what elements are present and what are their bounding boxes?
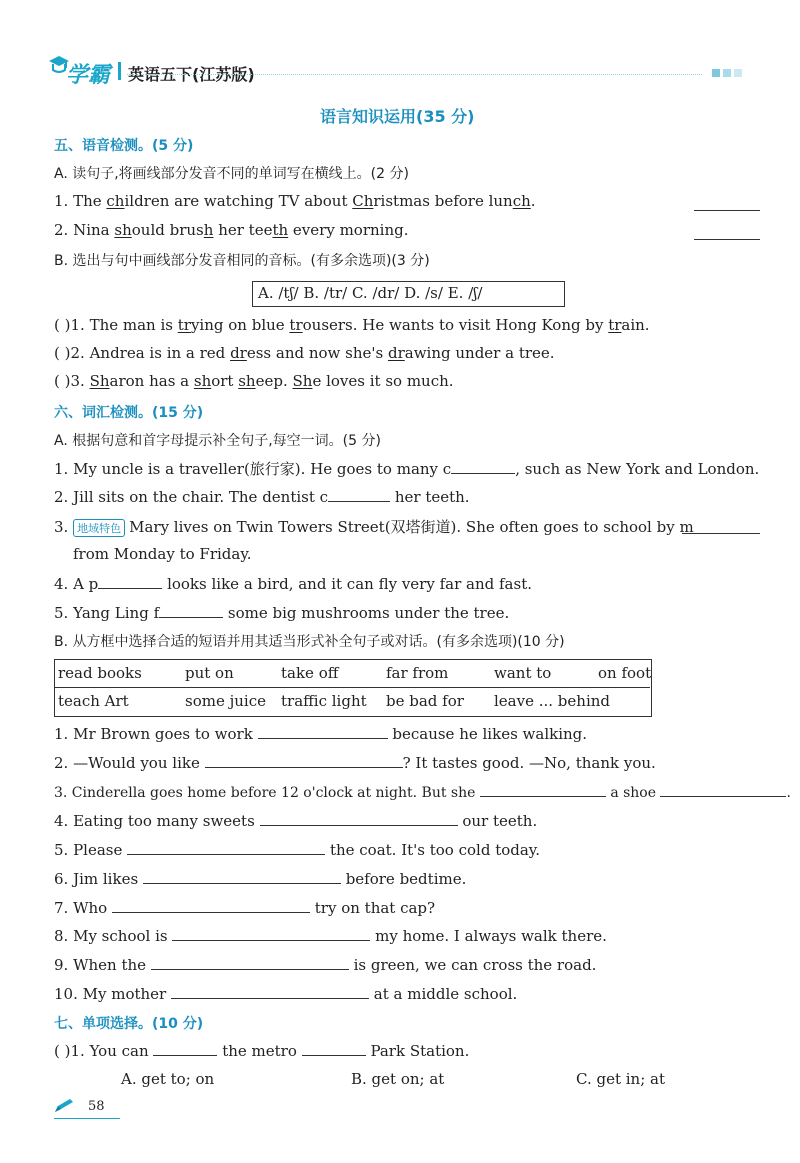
phrase-2: put on xyxy=(185,664,234,682)
sec5-b-q3: ( )3. Sharon has a short sheep. She loves it so much. xyxy=(54,372,454,390)
logo-text: 学霸 xyxy=(66,63,111,88)
blank[interactable] xyxy=(171,984,369,999)
header-divider xyxy=(118,62,121,80)
sec6-a-q4: 4. A p looks like a bird, and it can fly very far and fast. xyxy=(54,575,532,593)
phrase-1: read books xyxy=(58,664,142,682)
sec7-q1: ( )1. You can the metro Park Station. xyxy=(54,1042,470,1060)
phrase-10: be bad for xyxy=(386,692,464,710)
sec6-a-q3: 3. 地域特色 Mary lives on Twin Towers Street(双塔街道). She often goes to school by m xyxy=(54,518,694,536)
sec6-b-q9: 9. When the is green, we can cross the road. xyxy=(54,956,597,974)
answer-bracket[interactable]: ( ) xyxy=(54,344,71,362)
sec6-b-q1: 1. Mr Brown goes to work because he likes walking. xyxy=(54,725,588,743)
header-square-3 xyxy=(734,69,742,77)
phrase-9: traffic light xyxy=(281,692,367,710)
sec6-partA-instruction: A. 根据句意和首字母提示补全句子,每空一词。(5 分) xyxy=(54,433,381,449)
blank[interactable] xyxy=(302,1041,366,1056)
sec6-a-q2: 2. Jill sits on the chair. The dentist c her teeth. xyxy=(54,488,470,506)
sec5-q2-answer-line[interactable] xyxy=(694,239,760,240)
phrase-4: far from xyxy=(386,664,449,682)
blank[interactable] xyxy=(172,926,370,941)
blank[interactable] xyxy=(451,459,515,474)
sec5-q1: 1. The children are watching TV about Christmas before lunch. xyxy=(54,192,536,210)
sec6-a-q3-cont: from Monday to Friday. xyxy=(73,545,252,563)
footer-rule xyxy=(54,1118,120,1119)
blank[interactable] xyxy=(258,724,388,739)
blank[interactable] xyxy=(260,811,458,826)
sec6-partB-instruction: B. 从方框中选择合适的短语并用其适当形式补全句子或对话。(有多余选项)(10 分) xyxy=(54,634,565,650)
sec6-a-q1: 1. My uncle is a traveller(旅行家). He goes to many c , such as New York and London. xyxy=(54,460,760,478)
header-square-1 xyxy=(712,69,720,77)
sec6-a-q3-blank[interactable] xyxy=(682,533,760,534)
sec6-b-q8: 8. My school is my home. I always walk there. xyxy=(54,927,607,945)
sec7-q1-option-c[interactable]: C. get in; at xyxy=(576,1070,666,1088)
blank[interactable] xyxy=(660,782,786,797)
sec5-b-q2: ( )2. Andrea is in a red dress and now she's drawing under a tree. xyxy=(54,344,555,362)
header-square-2 xyxy=(723,69,731,77)
phrase-box-divider xyxy=(54,687,650,688)
sec6-a-q5: 5. Yang Ling f some big mushrooms under the tree. xyxy=(54,604,510,622)
phrase-7: teach Art xyxy=(58,692,129,710)
blank[interactable] xyxy=(112,898,310,913)
blank[interactable] xyxy=(151,955,349,970)
page-title: 语言知识运用(35 分) xyxy=(320,107,475,126)
pencil-icon xyxy=(52,1097,76,1119)
book-title: 英语五下(江苏版) xyxy=(128,65,255,84)
sec6-b-q4: 4. Eating too many sweets our teeth. xyxy=(54,812,538,830)
sec5-partA-instruction: A. 读句子,将画线部分发音不同的单词写在横线上。(2 分) xyxy=(54,166,409,182)
sec7-q1-option-b[interactable]: B. get on; at xyxy=(351,1070,445,1088)
blank[interactable] xyxy=(159,603,223,618)
sec5-q1-answer-line[interactable] xyxy=(694,210,760,211)
ipa-options: A. /tʃ/ B. /tr/ C. /dr/ D. /s/ E. /ʃ/ xyxy=(258,284,483,302)
sec6-b-q10: 10. My mother at a middle school. xyxy=(54,985,518,1003)
sec6-b-q2: 2. —Would you like ? It tastes good. —No, thank you. xyxy=(54,754,656,772)
regional-feature-tag: 地域特色 xyxy=(73,519,125,537)
header-rule xyxy=(127,74,702,75)
sec6-b-q3: 3. Cinderella goes home before 12 o'clock at night. But she a shoe . xyxy=(54,782,791,801)
phrase-3: take off xyxy=(281,664,339,682)
page-number: 58 xyxy=(88,1099,105,1114)
blank[interactable] xyxy=(153,1041,217,1056)
sec6-b-q7: 7. Who try on that cap? xyxy=(54,899,436,917)
blank[interactable] xyxy=(480,782,606,797)
sec5-partB-instruction: B. 选出与句中画线部分发音相同的音标。(有多余选项)(3 分) xyxy=(54,253,430,269)
blank[interactable] xyxy=(143,869,341,884)
section-7-heading: 七、单项选择。(10 分) xyxy=(54,1016,204,1032)
answer-bracket[interactable]: ( ) xyxy=(54,372,71,390)
phrase-11: leave ... behind xyxy=(494,692,611,710)
phrase-5: want to xyxy=(494,664,552,682)
phrase-8: some juice xyxy=(185,692,266,710)
answer-bracket[interactable]: ( ) xyxy=(54,316,71,334)
section-5-heading: 五、语音检测。(5 分) xyxy=(54,138,194,154)
blank[interactable] xyxy=(127,840,325,855)
blank[interactable] xyxy=(328,487,390,502)
sec7-q1-option-a[interactable]: A. get to; on xyxy=(121,1070,215,1088)
section-6-heading: 六、词汇检测。(15 分) xyxy=(54,405,204,421)
sec6-b-q6: 6. Jim likes before bedtime. xyxy=(54,870,467,888)
answer-bracket[interactable]: ( ) xyxy=(54,1042,71,1060)
sec5-q2: 2. Nina should brush her teeth every morning. xyxy=(54,221,409,239)
sec6-b-q5: 5. Please the coat. It's too cold today. xyxy=(54,841,541,859)
phrase-6: on foot xyxy=(598,664,652,682)
blank[interactable] xyxy=(98,574,162,589)
blank[interactable] xyxy=(205,753,403,768)
sec5-b-q1: ( )1. The man is trying on blue trousers. He wants to visit Hong Kong by train. xyxy=(54,316,650,334)
